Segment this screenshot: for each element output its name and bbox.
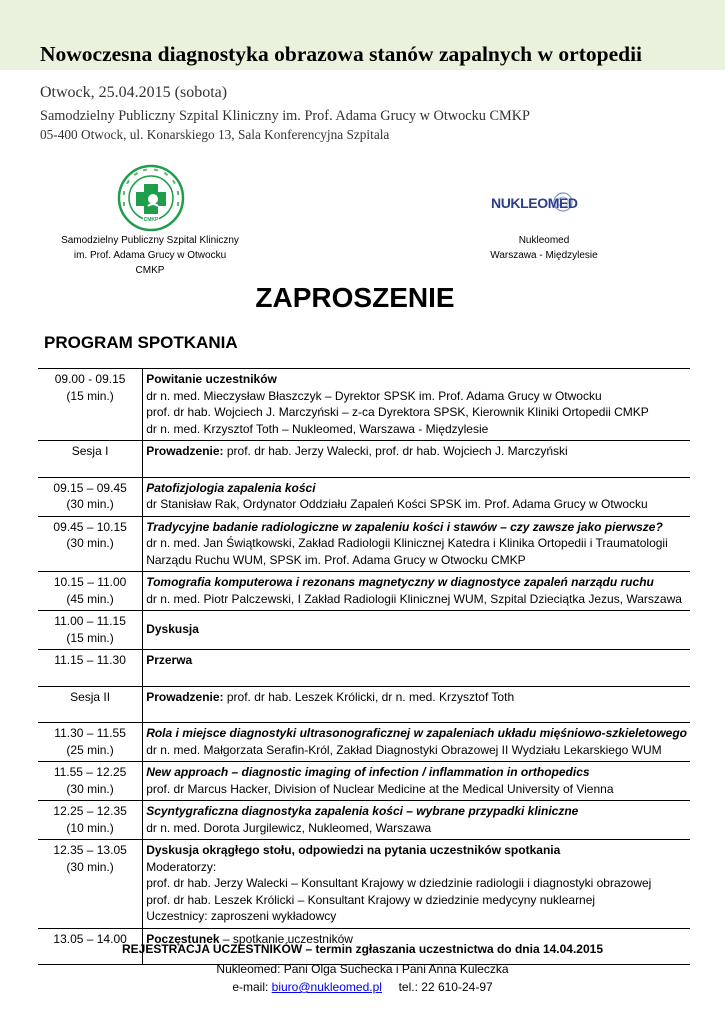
time-line: 12.35 – 13.05 <box>53 843 127 857</box>
moderator-label: Prowadzenie: <box>146 444 224 458</box>
program-heading <box>146 613 687 638</box>
event-date: Otwock, 25.04.2015 (sobota) <box>40 84 228 101</box>
program-details <box>143 369 690 441</box>
speaker-line: dr n. med. Krzysztof Toth – Nukleomed, Warszawa - Międzylesie <box>146 421 489 436</box>
program-time <box>38 572 143 611</box>
time-line: 09.00 - 09.15 <box>54 372 126 386</box>
program-time <box>38 369 143 441</box>
program-time <box>38 516 143 572</box>
time-line: (15 min.) <box>66 630 114 645</box>
page-title: Nowoczesna diagnostyka obrazowa stanów zapalnych w ortopedii <box>40 42 643 66</box>
heading-suffix: – spotkanie uczestników <box>219 931 353 946</box>
program-details <box>143 516 690 572</box>
caption-line: Warszawa - Międzylesie <box>490 250 598 261</box>
contact-line <box>0 980 725 994</box>
time-line: 11.00 – 11.15 <box>54 614 126 628</box>
heading-text: Powitanie uczestników <box>146 372 277 386</box>
program-heading <box>146 574 687 591</box>
time-line: (30 min.) <box>66 859 114 874</box>
program-row <box>38 650 690 687</box>
program-details <box>143 477 690 516</box>
speaker-line: prof. dr hab. Leszek Królicki – Konsultant Krajowy w dziedzinie medycyny nuklearnej <box>146 892 596 907</box>
program-row <box>38 441 690 478</box>
time-line: 11.55 – 12.25 <box>53 765 127 779</box>
session-moderators <box>146 689 687 706</box>
program-row <box>38 477 690 516</box>
caption-line: im. Prof. Adama Grucy w Otwocku <box>73 250 227 261</box>
time-line: (30 min.) <box>66 781 114 796</box>
program-time <box>38 840 143 929</box>
moderator-label: Prowadzenie: <box>146 689 224 704</box>
time-line: 10.15 – 11.00 <box>53 575 127 589</box>
program-time <box>38 801 143 840</box>
program-row <box>38 801 690 840</box>
time-line: 11.30 – 11.55 <box>54 726 126 740</box>
heading-text: Przerwa <box>146 653 193 667</box>
heading-text: Patofizjologia zapalenia kości <box>146 480 316 495</box>
program-heading <box>146 842 687 859</box>
row-spacer <box>146 705 687 719</box>
spsk-logo-icon <box>117 164 185 232</box>
program-heading <box>146 725 687 742</box>
program-heading <box>146 480 687 497</box>
nukleomed-logo-icon <box>488 190 604 220</box>
program-heading <box>146 652 687 669</box>
phone-number: tel.: 22 610-24-97 <box>398 980 493 994</box>
program-heading <box>146 371 687 388</box>
speaker-line: dr n. med. Jan Świątkowski, Zakład Radiologii Klinicznej Katedra i Klinika Ortopedii i Traumatologii <box>146 536 668 550</box>
program-details <box>143 801 690 840</box>
contact-persons: Nukleomed: Pani Olga Suchecka i Pani Anna Kuleczka <box>216 962 509 976</box>
speaker-line: prof. dr Marcus Hacker, Division of Nuclear Medicine at the Medical University of Vienna <box>146 781 614 796</box>
program-time <box>38 650 143 687</box>
heading-text: Tomografia komputerowa i rezonans magnetyczny w diagnostyce zapaleń narządu ruchu <box>146 575 654 589</box>
time-line: 09.45 – 10.15 <box>53 519 127 534</box>
speaker-line: Narządu Ruchu WUM, SPSK im. Prof. Adama Grucy w Otwocku CMKP <box>146 552 526 567</box>
spsk-caption <box>50 233 250 278</box>
heading-text: Tradycyjne badanie radiologiczne w zapaleniu kości i stawów – czy zawsze jako pierwsze? <box>146 519 663 534</box>
program-time <box>38 723 143 762</box>
session-moderators <box>146 443 687 460</box>
time-line: Sesja II <box>70 689 111 704</box>
program-row <box>38 840 690 929</box>
program-details <box>143 611 690 650</box>
email-label: e-mail: <box>232 980 272 994</box>
heading-text: New approach – diagnostic imaging of infection / inflammation in orthopedics <box>146 765 590 779</box>
speaker-line: prof. dr hab. Wojciech J. Marczyński – z-ca Dyrektora SPSK, Kierownik Kliniki Ortopedii CMKP <box>146 405 649 419</box>
heading-text: Poczęstunek <box>146 931 220 946</box>
time-line: (45 min.) <box>66 591 114 606</box>
time-line: 13.05 – 14.00 <box>53 931 127 946</box>
program-time <box>38 762 143 801</box>
program-time <box>38 477 143 516</box>
row-spacer <box>146 669 687 683</box>
program-title: PROGRAM SPOTKANIA <box>44 333 238 352</box>
program-heading <box>146 803 687 820</box>
heading-text: Dyskusja okrągłego stołu, odpowiedzi na pytania uczestników spotkania <box>146 843 561 857</box>
nukleomed-caption <box>464 233 624 263</box>
time-line: 09.15 – 09.45 <box>53 480 127 495</box>
program-table <box>38 368 690 965</box>
program-details <box>143 686 690 723</box>
caption-line: Nukleomed <box>518 235 570 246</box>
time-line: (25 min.) <box>66 742 114 757</box>
time-line: 11.15 – 11.30 <box>54 653 126 667</box>
speaker-line: dr n. med. Piotr Palczewski, I Zakład Radiologii Klinicznej WUM, Szpital Dzieciątka Jezus, Warszawa <box>146 591 682 606</box>
program-row <box>38 516 690 572</box>
program-row <box>38 762 690 801</box>
speaker-line: dr n. med. Dorota Jurgilewicz, Nukleomed, Warszawa <box>146 820 432 835</box>
moderator-names: prof. dr hab. Jerzy Walecki, prof. dr hab. Wojciech J. Marczyński <box>223 444 568 458</box>
moderator-names: prof. dr hab. Leszek Królicki, dr n. med. Krzysztof Toth <box>223 689 515 704</box>
program-row <box>38 723 690 762</box>
program-row <box>38 572 690 611</box>
heading-text: Rola i miejsce diagnostyki ultrasonograficznej w zapaleniach układu mięśniowo-szkieletowego <box>146 726 687 740</box>
speaker-line: Moderatorzy: <box>146 859 217 874</box>
time-line: (30 min.) <box>66 536 114 550</box>
heading-text: Dyskusja <box>146 622 199 636</box>
svg-text:CMKP: CMKP <box>143 217 159 223</box>
program-time <box>38 611 143 650</box>
event-venue: Samodzielny Publiczny Szpital Kliniczny im. Prof. Adama Grucy w Otwocku CMKP <box>40 108 531 124</box>
program-details <box>143 441 690 478</box>
program-heading <box>146 764 687 781</box>
program-time <box>38 686 143 723</box>
program-heading <box>146 519 687 536</box>
caption-line: Samodzielny Publiczny Szpital Kliniczny <box>61 235 239 246</box>
program-row <box>38 369 690 441</box>
time-line: Sesja I <box>71 444 109 458</box>
program-details <box>143 723 690 762</box>
registration-note: REJESTRACJA UCZESTNIKÓW – termin zgłaszania uczestnictwa do dnia 14.04.2015 <box>121 942 604 956</box>
program-row <box>38 686 690 723</box>
email-link[interactable]: biuro@nukleomed.pl <box>271 980 382 994</box>
speaker-line: Uczestnicy: zaproszeni wykładowcy <box>146 909 337 923</box>
speaker-line: dr n. med. Mieczysław Błaszczyk – Dyrektor SPSK im. Prof. Adama Grucy w Otwocku <box>146 388 602 403</box>
speaker-line: dr n. med. Małgorzata Serafin-Król, Zakład Diagnostyki Obrazowej II Wydziału Lekarskiego WUM <box>146 742 662 757</box>
contact-spacer <box>382 980 399 994</box>
speaker-line: dr Stanisław Rak, Ordynator Oddziału Zapaleń Kości SPSK im. Prof. Adama Grucy w Otwocku <box>146 497 648 511</box>
program-details <box>143 572 690 611</box>
program-details <box>143 762 690 801</box>
time-line: (15 min.) <box>66 388 114 403</box>
row-spacer <box>146 460 687 474</box>
program-details <box>143 840 690 929</box>
heading-text: Scyntygraficzna diagnostyka zapalenia kości – wybrane przypadki kliniczne <box>146 804 579 818</box>
caption-line: CMKP <box>135 265 165 276</box>
time-line: (10 min.) <box>66 820 114 835</box>
program-time <box>38 441 143 478</box>
time-line: 12.25 – 12.35 <box>53 804 127 818</box>
program-details <box>143 650 690 687</box>
time-line: (30 min.) <box>66 497 114 511</box>
svg-text:NUKLEOMED: NUKLEOMED <box>491 195 578 211</box>
event-address: 05-400 Otwock, ul. Konarskiego 13, Sala Konferencyjna Szpitala <box>40 127 390 142</box>
invitation-title: ZAPROSZENIE <box>255 282 455 313</box>
program-row <box>38 611 690 650</box>
speaker-line: prof. dr hab. Jerzy Walecki – Konsultant Krajowy w dziedzinie radiologii i diagnostyki obrazowej <box>146 876 652 890</box>
